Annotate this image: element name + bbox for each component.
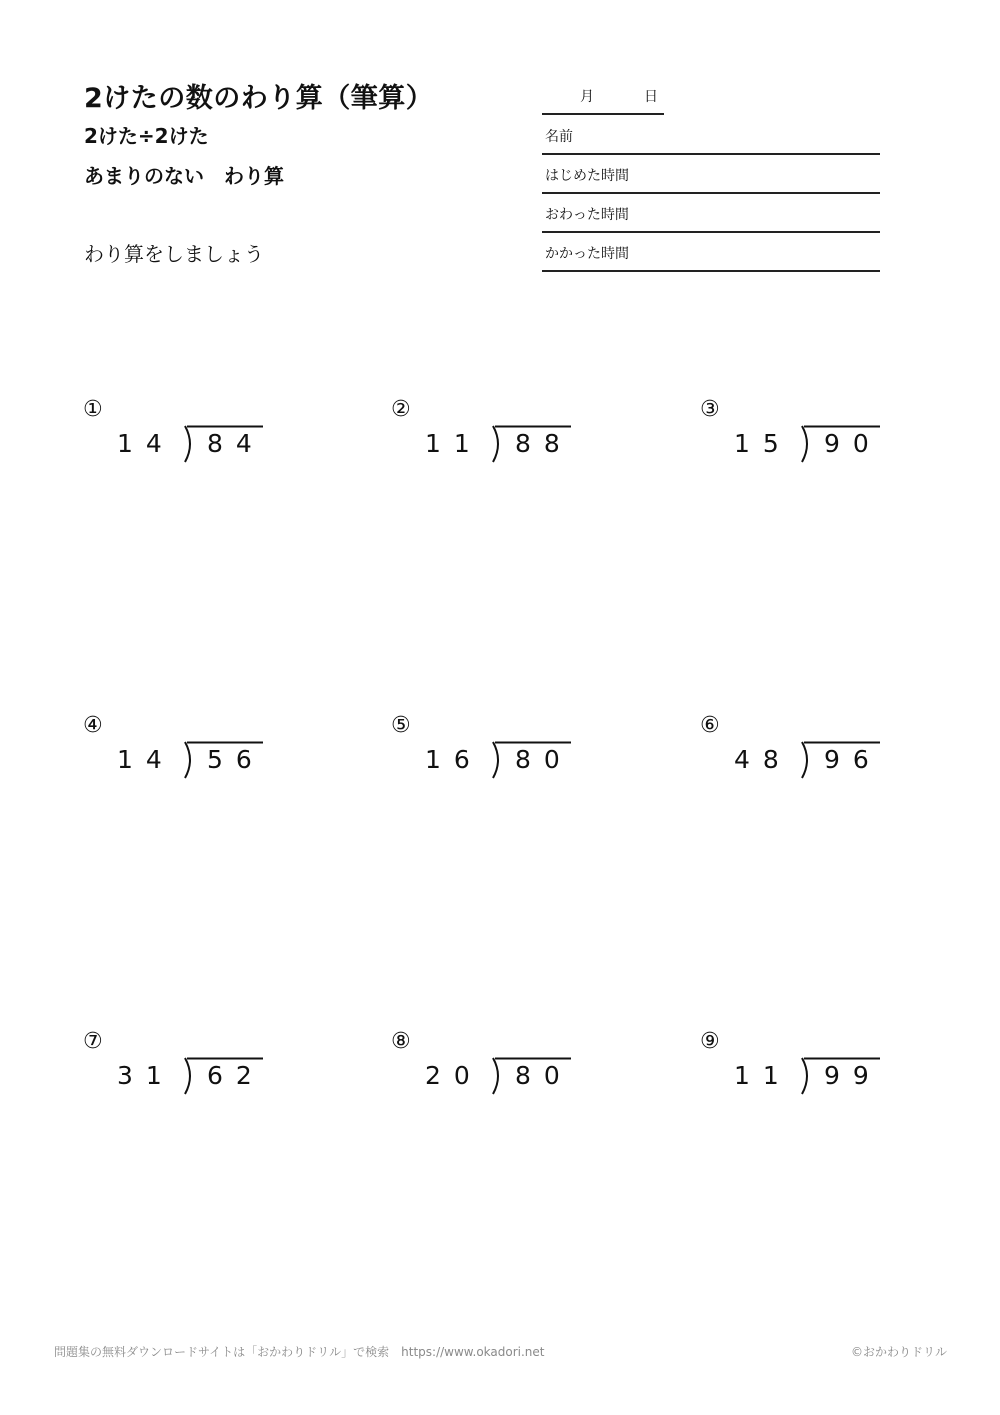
name-field[interactable] <box>542 116 880 155</box>
problem <box>391 713 591 793</box>
instruction-text: わり算をしましょう <box>84 242 264 266</box>
date-field[interactable] <box>542 84 664 115</box>
page-title: 2けたの数のわり算（筆算） <box>84 83 434 114</box>
problem <box>700 1029 900 1109</box>
vinculum <box>495 425 571 428</box>
page-subtitle-2: あまりのない わり算 <box>84 164 284 188</box>
copyright-text: ©おかわりドリル <box>851 1345 948 1359</box>
vinculum <box>187 425 263 428</box>
divisor: 20 <box>425 1061 483 1090</box>
vinculum <box>187 741 263 744</box>
footer-text: 問題集の無料ダウンロードサイトは「おかわりドリル」で検索 https://www.okadori.net <box>54 1345 545 1359</box>
vinculum <box>495 741 571 744</box>
dividend: 99 <box>824 1061 882 1090</box>
problem-number: ① <box>83 397 103 422</box>
dividend: 90 <box>824 429 882 458</box>
dividend: 96 <box>824 745 882 774</box>
division-bracket-icon <box>800 740 812 780</box>
problem-number: ② <box>391 397 411 422</box>
divisor: 15 <box>734 429 792 458</box>
end-time-field[interactable] <box>542 194 880 233</box>
division-bracket-icon <box>183 740 195 780</box>
problem <box>83 397 283 477</box>
problem <box>700 713 900 793</box>
problem <box>700 397 900 477</box>
elapsed-time-label: かかった時間 <box>545 246 629 262</box>
division-bracket-icon <box>491 424 503 464</box>
division-bracket-icon <box>491 1056 503 1096</box>
vinculum <box>804 1057 880 1060</box>
vinculum <box>187 1057 263 1060</box>
vinculum <box>804 741 880 744</box>
problem-number: ⑦ <box>83 1029 103 1054</box>
page-subtitle: 2けた÷2けた <box>84 124 209 148</box>
start-time-field[interactable] <box>542 155 880 194</box>
divisor: 14 <box>117 745 175 774</box>
divisor: 11 <box>734 1061 792 1090</box>
division-bracket-icon <box>183 424 195 464</box>
month-label: 月 <box>580 89 594 105</box>
divisor: 16 <box>425 745 483 774</box>
problem-number: ⑨ <box>700 1029 720 1054</box>
division-bracket-icon <box>491 740 503 780</box>
dividend: 56 <box>207 745 265 774</box>
elapsed-time-field[interactable] <box>542 233 880 272</box>
end-time-label: おわった時間 <box>545 207 629 223</box>
divisor: 48 <box>734 745 792 774</box>
problem <box>391 397 591 477</box>
problem <box>391 1029 591 1109</box>
dividend: 80 <box>515 745 573 774</box>
dividend: 88 <box>515 429 573 458</box>
problem <box>83 713 283 793</box>
division-bracket-icon <box>800 1056 812 1096</box>
dividend: 62 <box>207 1061 265 1090</box>
divisor: 31 <box>117 1061 175 1090</box>
divisor: 14 <box>117 429 175 458</box>
vinculum <box>495 1057 571 1060</box>
dividend: 80 <box>515 1061 573 1090</box>
division-bracket-icon <box>800 424 812 464</box>
day-label: 日 <box>644 89 658 105</box>
start-time-label: はじめた時間 <box>545 168 629 184</box>
name-label: 名前 <box>545 129 573 145</box>
problem-number: ⑥ <box>700 713 720 738</box>
problem-number: ③ <box>700 397 720 422</box>
problem-number: ④ <box>83 713 103 738</box>
problem-number: ⑧ <box>391 1029 411 1054</box>
problem <box>83 1029 283 1109</box>
divisor: 11 <box>425 429 483 458</box>
problem-number: ⑤ <box>391 713 411 738</box>
dividend: 84 <box>207 429 265 458</box>
vinculum <box>804 425 880 428</box>
division-bracket-icon <box>183 1056 195 1096</box>
